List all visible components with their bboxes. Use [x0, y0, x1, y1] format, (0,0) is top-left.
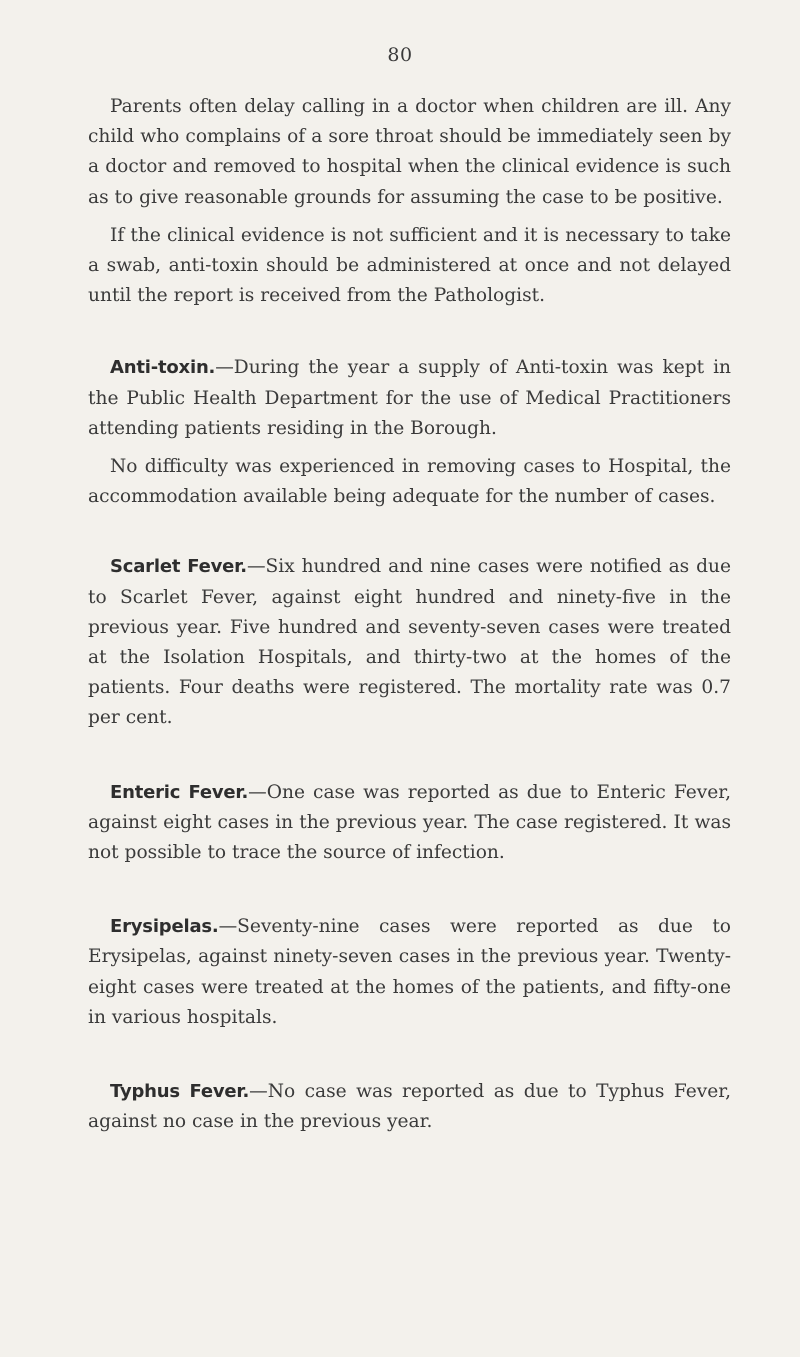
section-heading-antitoxin: Anti-toxin.: [110, 357, 216, 379]
section-enteric-fever: [88, 778, 731, 869]
paragraph-antitoxin-2: No difficulty was experienced in removing cases to Hospital, the accommodation available being adequate for the number of cases.: [88, 456, 731, 508]
section-scarlet-fever: [88, 552, 731, 733]
section-text-scarlet-fever: —Six hundred and nine cases were notified as due to Scarlet Fever, against eight hundred and ninety-five in the previous year. Five hundred and seventy-seven cases were treated at the Isolation Hospitals, and thirty-two at the homes of the patients. Four deaths were registered. The mortality rate was 0.7 per cent.: [88, 556, 731, 729]
section-heading-typhus-fever: Typhus Fever.: [110, 1081, 250, 1103]
section-antitoxin: [88, 353, 731, 444]
section-text-typhus-fever: —No case was reported as due to Typhus Fever, against no case in the previous year.: [88, 1081, 731, 1133]
paragraph-intro-2: If the clinical evidence is not sufficient and it is necessary to take a swab, anti-toxin should be administered at once and not delayed until the report is received from the Pathologist.: [88, 224, 731, 307]
section-heading-scarlet-fever: Scarlet Fever.: [110, 556, 247, 578]
section-heading-enteric-fever: Enteric Fever.: [110, 781, 249, 803]
section-erysipelas: [88, 912, 731, 1033]
section-text-antitoxin: —During the year a supply of Anti-toxin was kept in the Public Health Department for the use of Medical Practitioners attending patients residing in the Borough.: [88, 357, 731, 439]
section-typhus-fever: [88, 1077, 731, 1137]
document-body: [88, 92, 731, 1137]
page-number: 80: [387, 44, 413, 66]
section-text-enteric-fever: —One case was reported as due to Enteric Fever, against eight cases in the previous year. The case registered. It was not possible to trace the source of infection.: [88, 781, 731, 864]
section-text-erysipelas: —Seventy-nine cases were reported as due to Erysipelas, against ninety-seven cases in the previous year. Twenty-eight cases were treated at the homes of the patients, and fifty-one in various hospitals.: [88, 916, 731, 1028]
paragraph-intro-1: Parents often delay calling in a doctor when children are ill. Any child who complains of a sore throat should be immediately seen by a doctor and removed to hospital when the clinical evidence is such as to give reasonable grounds for assuming the case to be positive.: [88, 96, 731, 208]
section-heading-erysipelas: Erysipelas.: [110, 916, 219, 938]
